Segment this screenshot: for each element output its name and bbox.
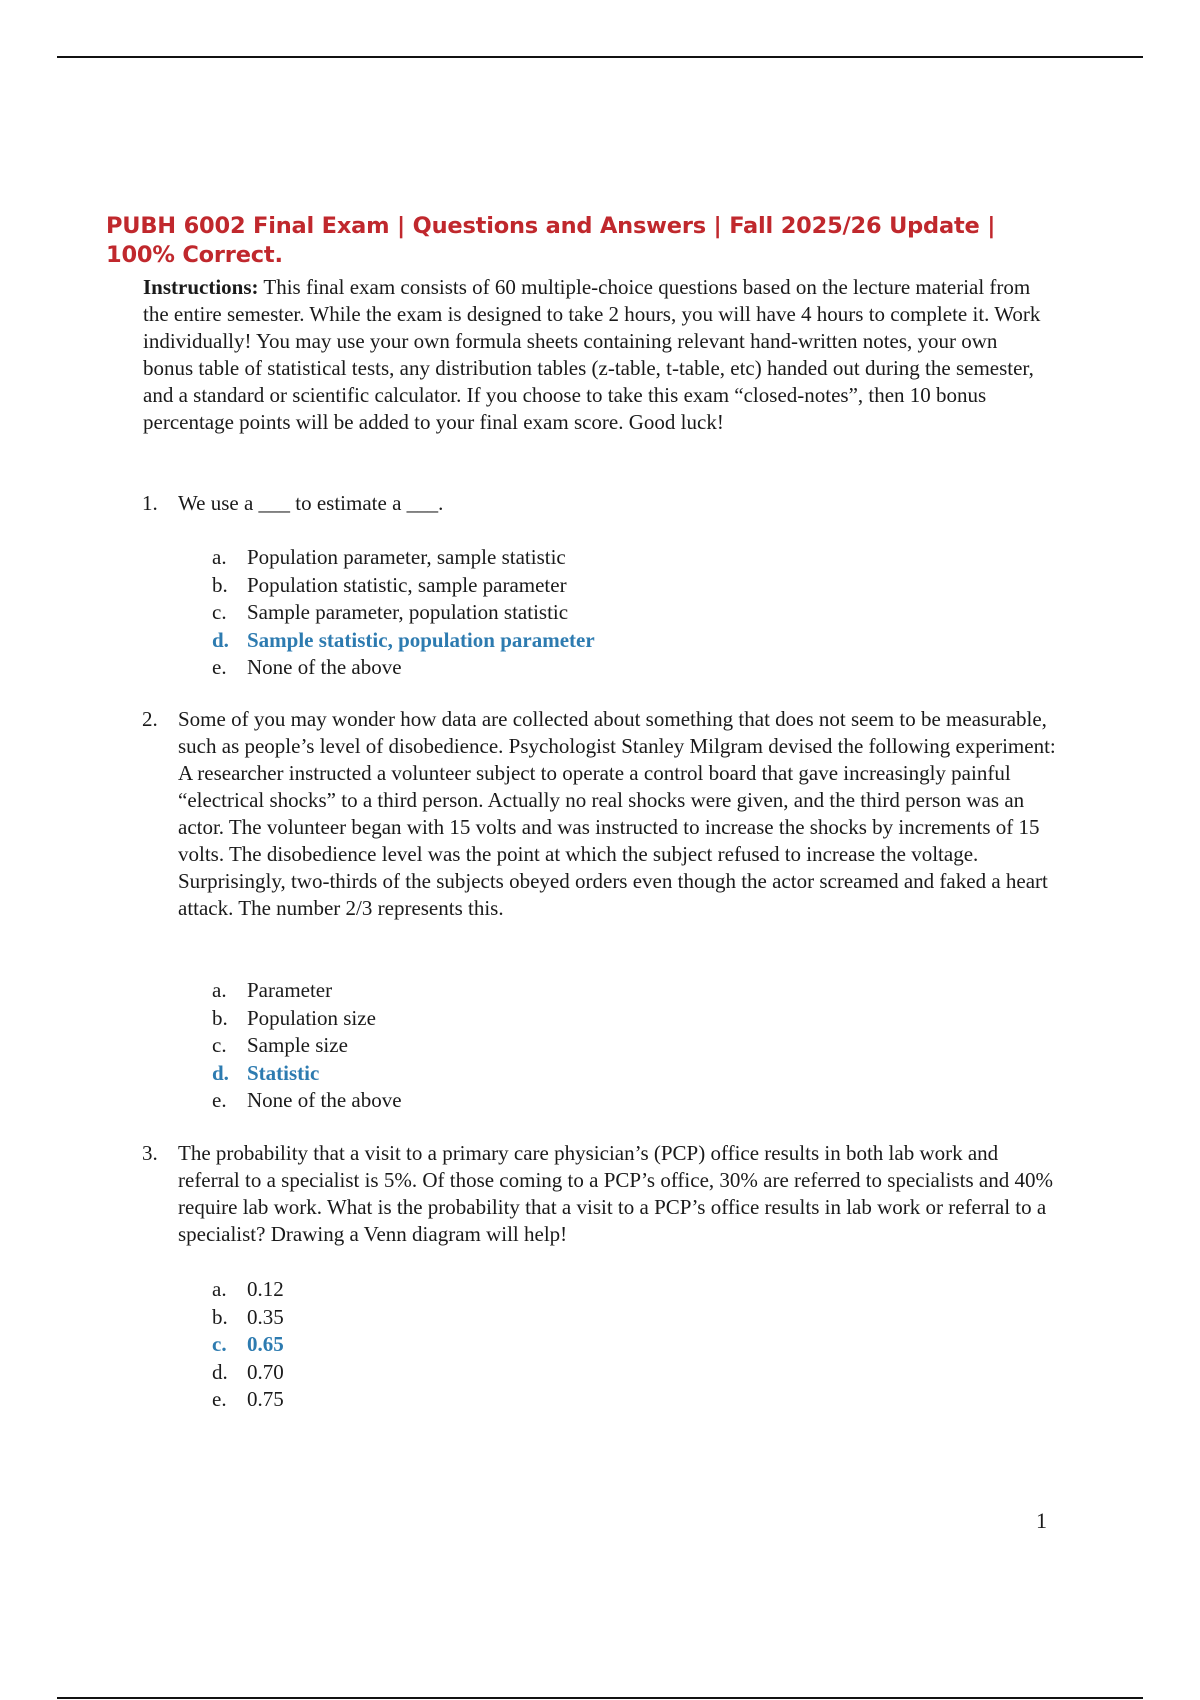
option-text: Population parameter, sample statistic	[247, 545, 566, 569]
option-letter: e.	[212, 655, 227, 679]
option-letter: b.	[212, 1304, 228, 1329]
option-text: 0.35	[247, 1304, 284, 1329]
option-text: Sample statistic, population parameter	[247, 627, 595, 652]
option-text: 0.70	[247, 1359, 284, 1384]
option-text: 0.75	[247, 1387, 284, 1411]
option-letter: c.	[212, 1332, 227, 1356]
option-e	[212, 1087, 912, 1115]
option-letter: a.	[212, 545, 227, 569]
question-text: The probability that a visit to a primary care physician’s (PCP) office results in both lab work and referral to a specialist is 5%. Of those coming to a PCP’s office, 30% are referred to specialists and 40% require lab work. What is the probability that a visit to a PCP’s office results in lab work or referral to a specialist? Drawing a Venn diagram will help!	[178, 1141, 1053, 1246]
option-letter: d.	[212, 627, 229, 652]
question-text: Some of you may wonder how data are collected about something that does not seem to be measurable, such as people’s level of disobedience. Psychologist Stanley Milgram devised the following experiment: A researcher instructed a volunteer subject to operate a control board that gave increasingly painful “electrical shocks” to a third person. Actually no real shocks were given, and the third person was an actor. The volunteer began with 15 volts and was instructed to increase the shocks by increments of 15 volts. The disobedience level was the point at which the subject refused to increase the voltage. Surprisingly, two-thirds of the subjects obeyed orders even though the actor screamed and faked a heart attack. The number 2/3 represents this.	[178, 707, 1056, 920]
option-a	[212, 977, 912, 1005]
option-letter: e.	[212, 1088, 227, 1112]
question-2	[142, 706, 1062, 922]
option-text: None of the above	[247, 1088, 402, 1112]
option-letter: d.	[212, 1060, 229, 1085]
document-title: PUBH 6002 Final Exam | Questions and Answers | Fall 2025/26 Update | 100% Correct.	[106, 213, 996, 268]
question-text: We use a ___ to estimate a ___.	[178, 491, 444, 515]
question-2-options	[212, 977, 912, 1115]
option-d-correct-answer	[212, 627, 912, 655]
instructions-label: Instructions:	[143, 275, 259, 299]
question-number: 2.	[142, 707, 158, 731]
option-letter: b.	[212, 1005, 228, 1030]
option-text: 0.65	[247, 1332, 284, 1356]
option-c-correct-answer	[212, 1331, 912, 1359]
option-a	[212, 1276, 912, 1304]
option-text: 0.12	[247, 1277, 284, 1301]
option-letter: a.	[212, 1277, 227, 1301]
option-text: Population size	[247, 1005, 376, 1030]
option-a	[212, 544, 912, 572]
option-d	[212, 1359, 912, 1387]
option-letter: c.	[212, 600, 227, 624]
option-letter: c.	[212, 1033, 227, 1057]
option-text: None of the above	[247, 655, 402, 679]
option-text: Statistic	[247, 1060, 320, 1085]
page-number: 1	[1036, 1508, 1047, 1533]
option-c	[212, 599, 912, 627]
option-text: Sample size	[247, 1033, 348, 1057]
question-1-options	[212, 544, 912, 682]
instructions-text: This final exam consists of 60 multiple-choice questions based on the lecture material from the entire semester. While the exam is designed to take 2 hours, you will have 4 hours to complete it. Work individually! You may use your own formula sheets containing relevant hand-written notes, your own bonus table of statistical tests, any distribution tables (z-table, t-table, etc) handed out during the semester, and a standard or scientific calculator. If you choose to take this exam “closed-notes”, then 10 bonus percentage points will be added to your final exam score. Good luck!	[143, 275, 1041, 434]
question-3	[142, 1140, 1062, 1248]
option-text: Population statistic, sample parameter	[247, 572, 567, 597]
question-3-options	[212, 1276, 912, 1414]
option-text: Sample parameter, population statistic	[247, 600, 569, 624]
question-1	[142, 490, 1062, 517]
option-c	[212, 1032, 912, 1060]
option-letter: a.	[212, 978, 227, 1002]
option-e	[212, 1386, 912, 1414]
option-letter: e.	[212, 1387, 227, 1411]
option-text: Parameter	[247, 978, 333, 1002]
option-b	[212, 572, 912, 600]
option-letter: d.	[212, 1359, 228, 1384]
option-b	[212, 1304, 912, 1332]
option-letter: b.	[212, 572, 228, 597]
instructions	[143, 274, 1043, 436]
option-e	[212, 654, 912, 682]
option-b	[212, 1005, 912, 1033]
question-number: 1.	[142, 491, 158, 515]
question-number: 3.	[142, 1141, 158, 1165]
footer-rule	[57, 1697, 1143, 1699]
header-rule	[57, 56, 1143, 58]
option-d-correct-answer	[212, 1060, 912, 1088]
